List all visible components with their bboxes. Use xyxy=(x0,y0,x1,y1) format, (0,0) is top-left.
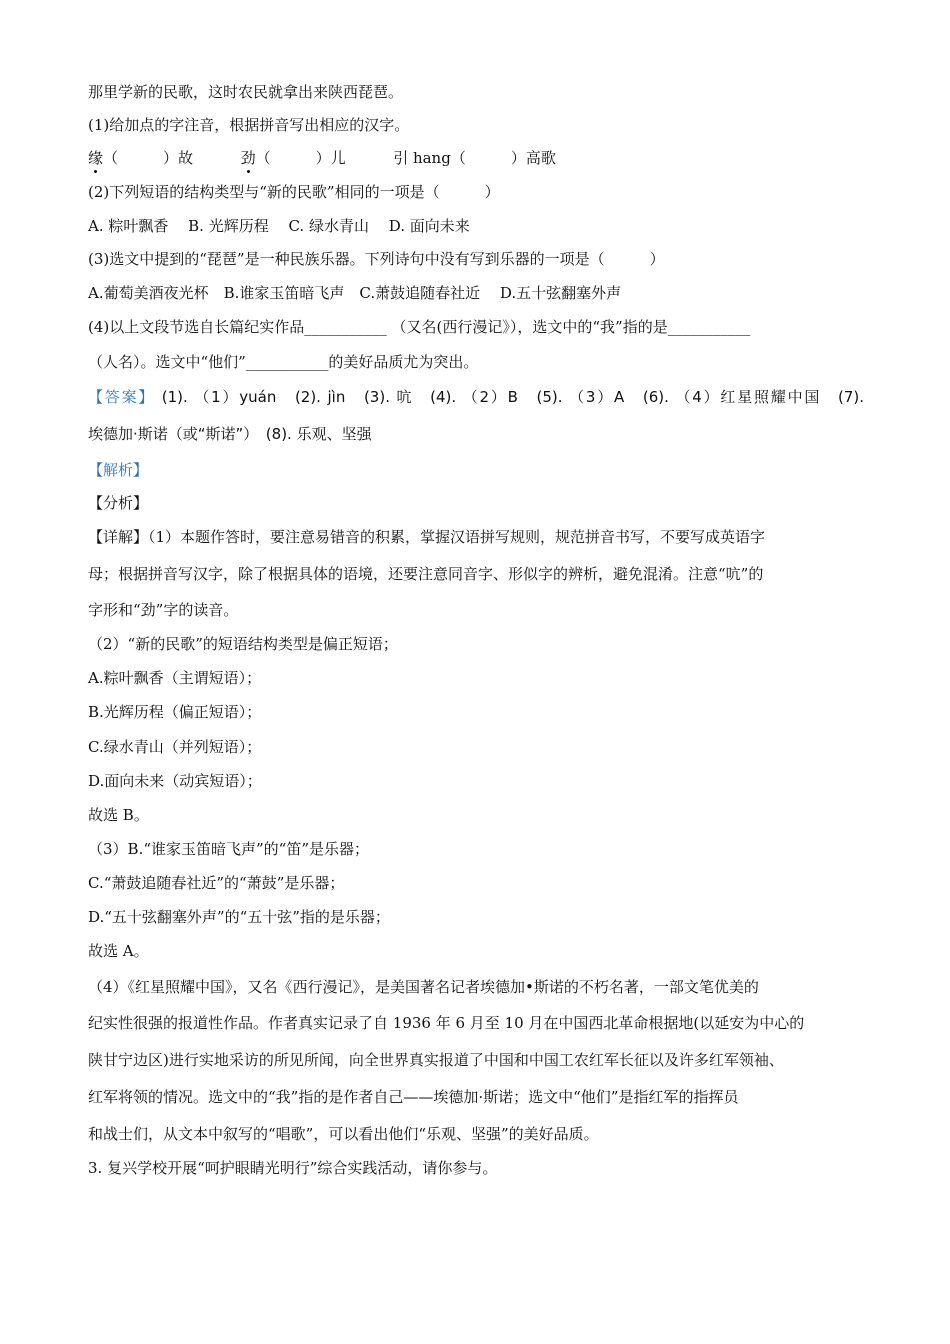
detail-line: （3）B.“谁家玉笛暗飞声”的“笛”是乐器； xyxy=(88,840,370,858)
question-1-items xyxy=(88,148,556,168)
detail-line: 纪实性很强的报道性作品。作者真实记录了自 1936 年 6 月至 10 月在中国西北革命根据地(以延安为中心的 xyxy=(88,1014,805,1032)
question-3: (3)选文中提到的“琵琶”是一种民族乐器。下列诗句中没有写到乐器的一项是（ ） xyxy=(88,250,665,268)
detail-line: 故选 A。 xyxy=(88,942,149,960)
detail-line: D.面向未来（动宾短语）； xyxy=(88,772,262,790)
answer-cont: 埃德加·斯诺（或“斯诺”） (8). 乐观、坚强 xyxy=(88,425,372,443)
question-3-heading: 3. 复兴学校开展“呵护眼睛光明行”综合实践活动，请你参与。 xyxy=(88,1159,498,1177)
analysis-label: 【解析】 xyxy=(88,461,149,479)
detail-line: 红军将领的情况。选文中的“我”指的是作者自己——埃德加·斯诺；选文中“他们”是指红军的指挥员 xyxy=(88,1088,739,1106)
detail-line: （4）《红星照耀中国》，又名《西行漫记》，是美国著名记者埃德加•斯诺的不朽名著，一部文笔优美的 xyxy=(88,978,759,996)
fenxi-label: 【分析】 xyxy=(88,494,149,512)
text-line: 那里学新的民歌，这时农民就拿出来陕西琵琶。 xyxy=(88,83,404,101)
dotted-char: 缘 xyxy=(88,149,104,167)
answer-label: 【答案】 xyxy=(88,388,156,406)
question-2: (2)下列短语的结构类型与“新的民歌”相同的一项是（ ） xyxy=(88,183,500,201)
answer-body: (1). （1）yuán (2). jìn (3). 吭 (4). （2）B (5). （3）A (6). （4）红星照耀中国 (7). xyxy=(155,388,864,406)
detail-line: 故选 B。 xyxy=(88,806,149,824)
detail-line: 【详解】（1）本题作答时，要注意易错音的积累，掌握汉语拼写规则，规范拼音书写，不要写成英语字 xyxy=(88,528,766,546)
item-b-rest: （ ）儿 xyxy=(255,149,346,167)
detail-line: C.绿水青山（并列短语）； xyxy=(88,738,262,756)
detail-line: （2）“新的民歌”的短语结构类型是偏正短语； xyxy=(88,635,398,653)
detail-line: A.粽叶飘香（主谓短语）； xyxy=(88,669,262,687)
detail-line: 和战士们，从文本中叙写的“唱歌”，可以看出他们“乐观、坚强”的美好品质。 xyxy=(88,1125,599,1143)
detail-line: C.“萧鼓追随春社近”的“萧鼓”是乐器； xyxy=(88,874,345,892)
question-1: (1)给加点的字注音，根据拼音写出相应的汉字。 xyxy=(88,116,410,134)
question-4: (4)以上文段节选自长篇纪实作品___________ （又名(西行漫记》），选文中的“我”指的是___________ xyxy=(88,318,751,336)
item-c: 引 hang（ ）高歌 xyxy=(393,149,556,167)
detail-line: 母；根据拼音写汉字，除了根据具体的语境，还要注意同音字、形似字的辨析，避免混淆。注意“吭”的 xyxy=(88,565,764,583)
question-2-options: A. 粽叶飘香 B. 光辉历程 C. 绿水青山 D. 面向未来 xyxy=(88,217,470,235)
detail-line: B.光辉历程（偏正短语）； xyxy=(88,703,262,721)
detail-line: 字形和“劲”字的读音。 xyxy=(88,601,239,619)
dotted-char: 劲 xyxy=(240,149,256,167)
answer-line xyxy=(88,387,864,407)
question-3-options: A.葡萄美酒夜光杯 B.谁家玉笛暗飞声 C.萧鼓追随春社近 D.五十弦翻塞外声 xyxy=(88,284,622,302)
item-a-rest: （ ）故 xyxy=(103,149,194,167)
question-4-cont: （人名）。选文中“他们”___________的美好品质尤为突出。 xyxy=(88,353,479,371)
detail-line: D.“五十弦翻塞外声”的“五十弦”指的是乐器； xyxy=(88,908,390,926)
detail-line: 陕甘宁边区)进行实地采访的所见所闻，向全世界真实报道了中国和中国工农红军长征以及许多红军领袖、 xyxy=(88,1051,784,1069)
